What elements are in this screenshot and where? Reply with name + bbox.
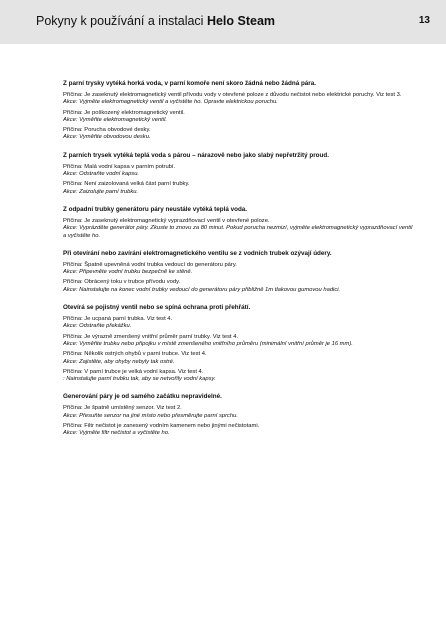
cause-action-entry bbox=[63, 127, 413, 142]
action-text: Akce: Vyměňte obvodovou desku. bbox=[63, 134, 151, 141]
cause-action-entry bbox=[63, 351, 413, 366]
section-title: Při otevírání nebo zavírání elektromagnetického ventilu se z vodních trubek ozývají údery. bbox=[63, 249, 332, 257]
troubleshooting-section bbox=[63, 304, 413, 383]
cause-text: Příčina: Není zaizolovaná velká část parní trubky. bbox=[63, 181, 190, 188]
cause-text: Příčina: Několik ostrých ohybů v parní trubce. Viz test 4. bbox=[63, 351, 207, 358]
cause-text: Příčina: Obrácený toku v trubce přívodu vody. bbox=[63, 279, 181, 286]
troubleshooting-content bbox=[63, 80, 413, 448]
troubleshooting-section bbox=[63, 152, 413, 196]
cause-action-entry bbox=[63, 164, 413, 179]
page-header bbox=[0, 0, 446, 44]
cause-action-entry bbox=[63, 279, 413, 294]
troubleshooting-section bbox=[63, 206, 413, 240]
cause-action-entry bbox=[63, 110, 413, 125]
action-text: Akce: Vyjměte elektromagnetický ventil a vyčistěte ho. Opravte elektrickou poruchu. bbox=[63, 99, 278, 106]
cause-text: Příčina: Porucha obvodové desky. bbox=[63, 127, 151, 134]
cause-text: Příčina: Je zaseknutý elektromagnetický ventil přívodu vody v otevřené poloze z důvodu nečistot nebo elektrické poruchy. Viz test 3. bbox=[63, 92, 402, 98]
cause-text: Příčina: Je špatně umístěný senzor. Viz test 2. bbox=[63, 405, 182, 412]
section-title: Generování páry je od samého začátku nepravidelné. bbox=[63, 393, 222, 401]
section-title: Z parních trysek vytéká teplá voda s párou – nárazově nebo jako slabý nepřetržitý proud. bbox=[63, 151, 329, 159]
troubleshooting-section bbox=[63, 250, 413, 294]
action-text: Akce: Vyjměte filtr nečistot a vyčistěte ho. bbox=[63, 430, 170, 437]
product-name: Helo Steam bbox=[206, 14, 276, 28]
action-text: Akce: Vyměňte trubku nebo připojku v místě zmenšeného vnitřního průměru (minimální vnitřní průměr je 16 mm). bbox=[63, 340, 353, 347]
troubleshooting-section bbox=[63, 80, 413, 142]
cause-action-entry bbox=[63, 92, 413, 107]
cause-text: Příčina: V parní trubce je velká vodní kapsa. Viz test 4. bbox=[63, 368, 204, 375]
section-title: Z odpadní trubky generátoru páry neustále vytéká teplá voda. bbox=[63, 205, 248, 213]
cause-text: Příčina: Je poškozený elektromagnetický ventil. bbox=[63, 109, 185, 116]
cause-action-entry bbox=[63, 334, 413, 349]
action-text: Akce: Vyprázděte generátor páry. Zkuste to znovu za 80 minut. Pokud porucha nezmizí, vyjměte elektromagnetický vyprazdňovací ventil a vyčistěte ho. bbox=[63, 225, 413, 239]
troubleshooting-section bbox=[63, 393, 413, 437]
action-text: Akce: Zaizolujte parní trubku. bbox=[63, 188, 139, 195]
section-title: Otevírá se pojistný ventil nebo se spíná ochrana proti přehřátí. bbox=[63, 304, 251, 312]
cause-action-entry bbox=[63, 405, 413, 420]
action-text: Akce: Zajistěte, aby ohyby nebyly tak ostré. bbox=[63, 358, 175, 365]
section-title: Z parní trysky vytéká horká voda, v parní komoře není skoro žádná nebo žádná pára. bbox=[63, 80, 317, 87]
action-text: Akce: Přesuňte senzor na jiné místo nebo přesměrujte parní sprchu. bbox=[63, 412, 238, 419]
title-prefix: Pokyny k používání a instalaci bbox=[36, 14, 207, 28]
document-title bbox=[36, 14, 275, 28]
action-text: Akce: Odstraňte vodní kapsu. bbox=[63, 171, 140, 178]
action-text: Akce: Odstraňte překážku. bbox=[63, 323, 132, 330]
action-text: Akce: Připevněte vodní trubku bezpečně ke stěně. bbox=[63, 269, 193, 276]
cause-action-entry bbox=[63, 218, 413, 240]
cause-text: Příčina: Malá vodní kapsa v parním potrubí. bbox=[63, 163, 176, 170]
cause-text: Příčina: Je ucpaná parní trubka. Viz test 4. bbox=[63, 316, 173, 323]
cause-action-entry bbox=[63, 262, 413, 277]
cause-text: Příčina: Je výrazně zmenšený vnitřní průměr parní trubky. Viz test 4. bbox=[63, 333, 239, 340]
cause-action-entry bbox=[63, 316, 413, 331]
cause-text: Příčina: Filtr nečistot je zanesený vodním kamenem nebo jinými nečistotami. bbox=[63, 423, 260, 430]
action-text: : Nainstalujte parní trubku tak, aby se netvořily vodní kapsy. bbox=[63, 376, 216, 383]
cause-action-entry bbox=[63, 181, 413, 196]
cause-action-entry bbox=[63, 369, 413, 384]
action-text: Akce: Vyměňte elektromagnetický ventil. bbox=[63, 116, 167, 123]
cause-text: Příčina: Je zaseknutý elektromagnetický vyprazdňovací ventil v otevřené poloze. bbox=[63, 217, 270, 224]
action-text: Akce: Nainstalujte na konec vodní trubky vedoucí do generátoru páry přibližně 1m tlakovou gumovou hadici. bbox=[63, 286, 341, 293]
cause-text: Příčina: Špatně upevněná vodní trubka vedoucí do generátoru páry. bbox=[63, 261, 237, 268]
cause-action-entry bbox=[63, 423, 413, 438]
page-number: 13 bbox=[418, 15, 430, 26]
